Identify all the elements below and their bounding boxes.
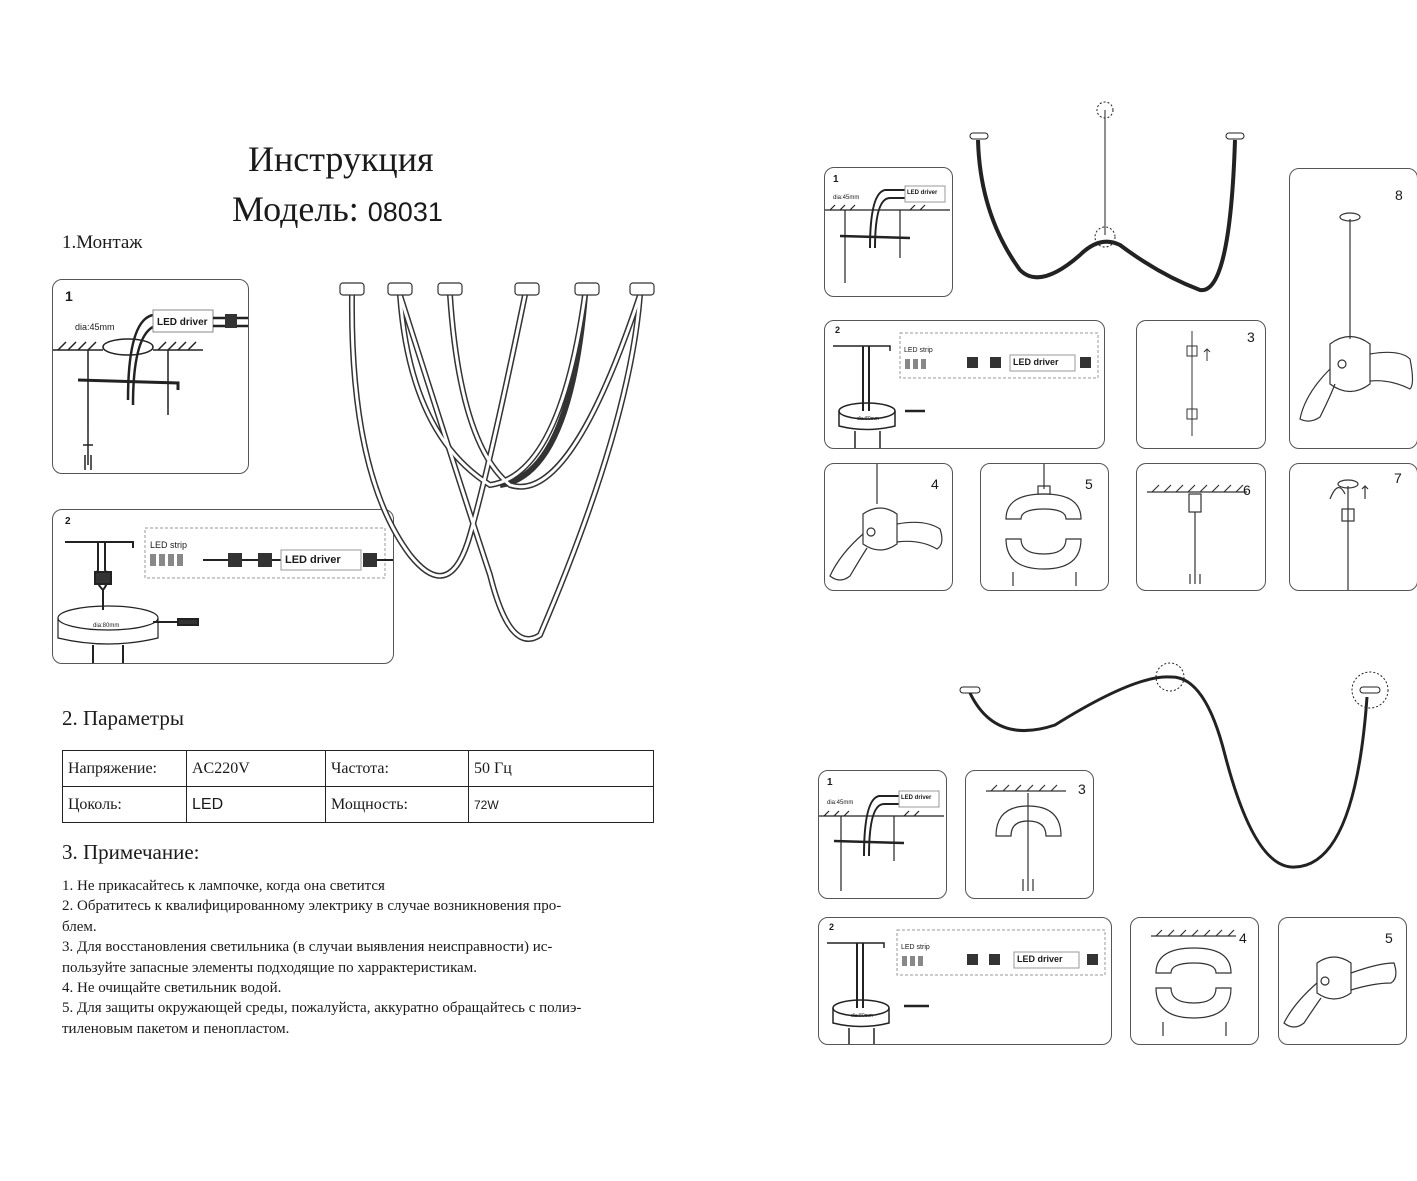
bottom-step-2-panel <box>818 917 1112 1045</box>
notes-list <box>62 876 662 1039</box>
top-step-7-panel <box>1289 463 1417 591</box>
led-driver-label: LED driver <box>907 190 938 196</box>
led-strip-label: LED strip <box>150 540 188 550</box>
step-number: 3 <box>1078 781 1086 797</box>
pendant-illustration-top <box>960 95 1260 300</box>
led-driver-label: LED driver <box>901 795 932 801</box>
step-number: 2 <box>65 516 71 527</box>
note-line: блем. <box>62 918 97 935</box>
top-step-5-panel <box>980 463 1109 591</box>
note-line: тиленовым пакетом и пенопластом. <box>62 1020 290 1037</box>
power-value: 72W <box>469 787 654 823</box>
note-line: 3. Для восстановления светильника (в случаи выявления неисправности) ис- <box>62 939 553 956</box>
step-number: 3 <box>1247 329 1255 345</box>
step-number: 5 <box>1385 930 1393 946</box>
top-step-3-panel <box>1136 320 1266 449</box>
lamp-illustration <box>330 275 670 655</box>
frequency-label: Частота: <box>326 751 469 787</box>
mounting-step-1-panel <box>52 279 249 474</box>
dia-label: dia:45mm <box>75 322 115 332</box>
voltage-value: AC220V <box>187 751 326 787</box>
note-line: 5. Для защиты окружающей среды, пожалуйста, аккуратно обращайтесь с полиэ- <box>62 1000 582 1017</box>
step-number: 5 <box>1085 476 1093 492</box>
frequency-value: 50 Гц <box>469 751 654 787</box>
model-number: 08031 <box>367 197 443 227</box>
voltage-label: Напряжение: <box>63 751 187 787</box>
step-number: 2 <box>829 922 835 932</box>
step-number: 4 <box>1239 930 1247 946</box>
led-driver-label: LED driver <box>1013 357 1059 367</box>
step-number: 8 <box>1395 187 1403 203</box>
table-row <box>63 751 654 787</box>
section-notes-title: 3. Примечание: <box>62 840 200 864</box>
power-label: Мощность: <box>326 787 469 823</box>
dia-label: dia:80mm <box>851 1013 873 1019</box>
dia-label: dia:80mm <box>857 416 879 422</box>
led-driver-label: LED driver <box>285 554 341 566</box>
led-strip-label: LED strip <box>901 944 930 951</box>
top-step-2-panel <box>824 320 1105 449</box>
step-number: 1 <box>827 777 833 788</box>
note-line: 2. Обратитесь к квалифицированному электрику в случае возникновения про- <box>62 898 562 915</box>
base-value: LED <box>187 787 326 823</box>
document-title: Инструкция <box>248 139 434 179</box>
section-params-title: 2. Параметры <box>62 706 184 730</box>
model-line <box>232 188 443 230</box>
model-label: Модель: <box>232 189 359 229</box>
bottom-step-1-panel <box>818 770 947 899</box>
dia-label: dia:45mm <box>833 195 860 201</box>
led-driver-label: LED driver <box>157 317 208 328</box>
step-number: 2 <box>835 325 841 335</box>
base-label: Цоколь: <box>63 787 187 823</box>
section-mounting-title: 1.Монтаж <box>62 232 143 253</box>
step-number: 4 <box>931 476 939 492</box>
bottom-step-4-panel <box>1130 917 1259 1045</box>
led-driver-label: LED driver <box>1017 954 1063 964</box>
led-strip-label: LED strip <box>904 347 933 354</box>
top-step-4-panel <box>824 463 953 591</box>
step-number: 6 <box>1243 482 1251 498</box>
bottom-step-5-panel <box>1278 917 1407 1045</box>
note-line: 4. Не очищайте светильник водой. <box>62 980 282 997</box>
bottom-step-3-panel <box>965 770 1094 899</box>
top-step-6-panel <box>1136 463 1266 591</box>
params-table <box>62 750 654 823</box>
ceiling-mount-diagram <box>53 280 248 473</box>
note-line: пользуйте запасные элементы подходящие по харрактеристикам. <box>62 959 478 976</box>
top-step-8-panel <box>1289 168 1417 449</box>
dia-label: dia:80mm <box>93 623 120 629</box>
note-line: 1. Не прикасайтесь к лампочке, когда она светится <box>62 878 385 894</box>
step-number: 1 <box>65 288 73 304</box>
top-step-1-panel <box>824 167 953 297</box>
dia-label: dia:45mm <box>827 800 854 806</box>
step-number: 7 <box>1394 470 1402 486</box>
step-number: 1 <box>833 174 839 185</box>
table-row <box>63 787 654 823</box>
